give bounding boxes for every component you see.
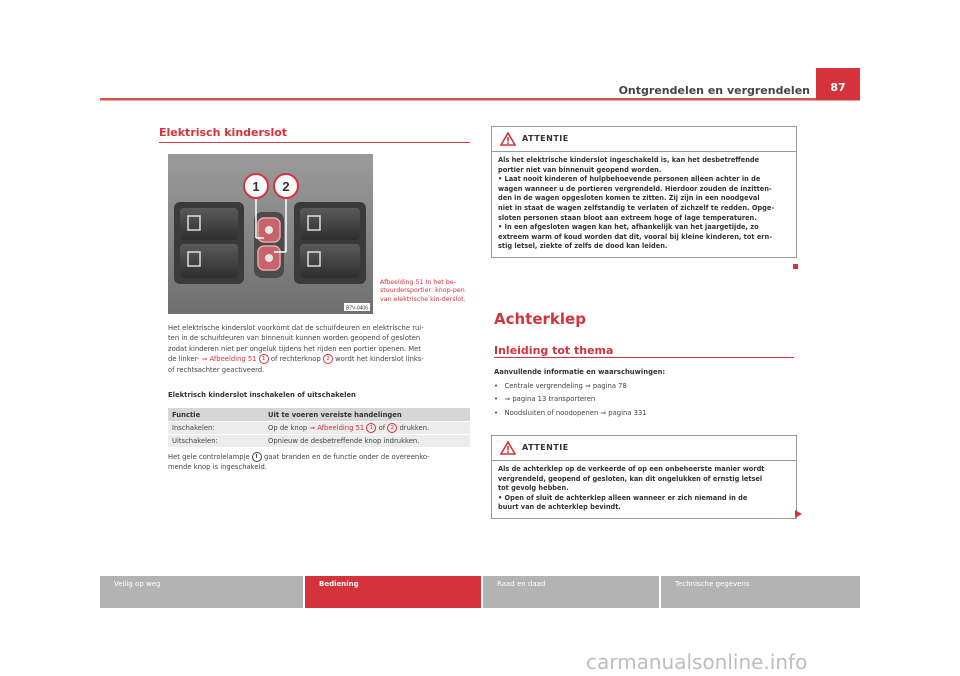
list-item[interactable]: • Centrale vergrendeling ⇒ pagina 78	[494, 382, 627, 390]
ref-circle-1: 1	[366, 423, 376, 433]
watermark: carmanualsonline.info	[586, 650, 808, 674]
figure-51-link[interactable]: ⇒ Afbeelding 51	[309, 424, 365, 432]
list-item[interactable]: • Noodsluiten of noodopenen ⇒ pagina 331	[494, 408, 647, 417]
warning-box-kinderslot	[491, 126, 797, 258]
table-title: Elektrisch kinderslot inschakelen of uitschakelen	[168, 391, 356, 399]
section-title: Elektrisch kinderslot	[159, 126, 288, 139]
page-number: 87	[816, 68, 860, 100]
footer-tab-raad-en-daad[interactable]: Raad en daad	[483, 576, 659, 608]
subsection-rule	[494, 357, 794, 358]
callout-2: 2	[282, 179, 290, 194]
table-cell: Opnieuw de desbetreffende knop indrukken.	[264, 435, 470, 448]
footer-tab-bediening[interactable]: Bediening	[305, 576, 481, 608]
warning-label: ATTENTIE	[522, 443, 569, 452]
warning-triangle-icon	[500, 441, 516, 455]
warning-text: Als de achterklep op de verkeerde of op een onbeheerste manier wordt vergrendeld, geopend of gesloten, kan dit ongelukken of ernstig letsel tot gevolg hebben. • Open of sluit de achterklep alleen wanneer er zich niemand in de buurt van de achterklep bevindt.	[498, 465, 765, 512]
subsection-title: Inleiding tot thema	[494, 344, 614, 357]
ref-circle-1: 1	[259, 354, 269, 364]
section-rule	[159, 142, 470, 143]
warning-text: Als het elektrische kinderslot ingeschakeld is, kan het desbetreffende portier niet van binnenuit geopend worden. • Laat nooit kinderen of hulpbehoevende personen alleen achter in de wagen wanneer u de portieren vergrendeld. Hierdoor zouden de inzitten- den in de wagen opgesloten komen te zitten. Zij zijn in een noodgeval niet in staat de wagen zelfstandig te verlaten of zichzelf te redden. Opge- sloten personen staan bloot aan extreem hoge of lage temperaturen. • In een afgesloten wagen kan het, afhankelijk van het jaargetijde, zo extreem warm of koud worden dat dit, vooral bij kleine kinderen, tot ern- stig letsel, ziekte of zelfs de dood kan leiden.	[498, 156, 775, 251]
intro-text: Aanvullende informatie en waarschuwingen:	[494, 368, 666, 376]
kinderslot-table	[168, 408, 470, 447]
figure-caption: Afbeelding 51 In het be-stuurdersportier: knop-pen van elektrische kin-derslot.	[380, 279, 466, 303]
table-cell: Inschakelen:	[168, 422, 264, 435]
table-header-row	[168, 408, 470, 422]
warning-triangle-icon	[500, 132, 516, 146]
ref-circle-2: 2	[323, 354, 333, 364]
table-header-cell: Functie	[168, 408, 264, 422]
table-cell: Uitschakelen:	[168, 435, 264, 448]
chapter-title: Achterklep	[494, 310, 586, 328]
warning-box-achterklep	[491, 435, 797, 519]
page-header-title: Ontgrendelen en vergrendelen	[618, 84, 810, 97]
section-end-marker	[793, 264, 798, 269]
table-cell: Op de knop ⇒ Afbeelding 51 1 of 2 drukken.	[264, 422, 470, 435]
table-row	[168, 422, 470, 435]
ref-circle-2: 2	[387, 423, 397, 433]
callout-1: 1	[252, 179, 260, 194]
door-switch-illustration	[168, 154, 373, 314]
figure-51-link[interactable]: ⇒ Afbeelding 51	[201, 355, 257, 364]
footer-tab-technische-gegevens[interactable]: Technische gegevens	[661, 576, 860, 608]
warning-lamp-paragraph: Het gele controlelampje gaat branden en de functie onder de overeenko- mende knop is ingeschakeld.	[168, 453, 430, 472]
list-item[interactable]: • ⇒ pagina 13 transporteren	[494, 395, 596, 404]
door-switch-figure	[168, 154, 373, 314]
figure-code: B7V-0406	[346, 305, 368, 312]
continue-arrow-icon	[795, 510, 802, 518]
reference-list	[494, 381, 794, 418]
warning-lamp-icon	[252, 452, 262, 462]
warning-label: ATTENTIE	[522, 134, 569, 143]
table-header-cell: Uit te voeren vereiste handelingen	[264, 408, 470, 422]
kinderslot-paragraph: Het elektrische kinderslot voorkomt dat de schuifdeuren en elektrische rui- ten in de schuifdeuren van binnenuit kunnen worden geopend of gesloten zodat kinderen niet per ongeluk tijdens het rijden een portier openen. Met de linker- ⇒ Afbeelding 51 1 of rechterknop 2 wordt het kinderslot links- of rechtsachter geactiveerd.	[168, 324, 424, 374]
header-rule-light	[100, 100, 860, 101]
footer-tab-veilig-op-weg[interactable]: Veilig op weg	[100, 576, 303, 608]
table-row	[168, 435, 470, 448]
